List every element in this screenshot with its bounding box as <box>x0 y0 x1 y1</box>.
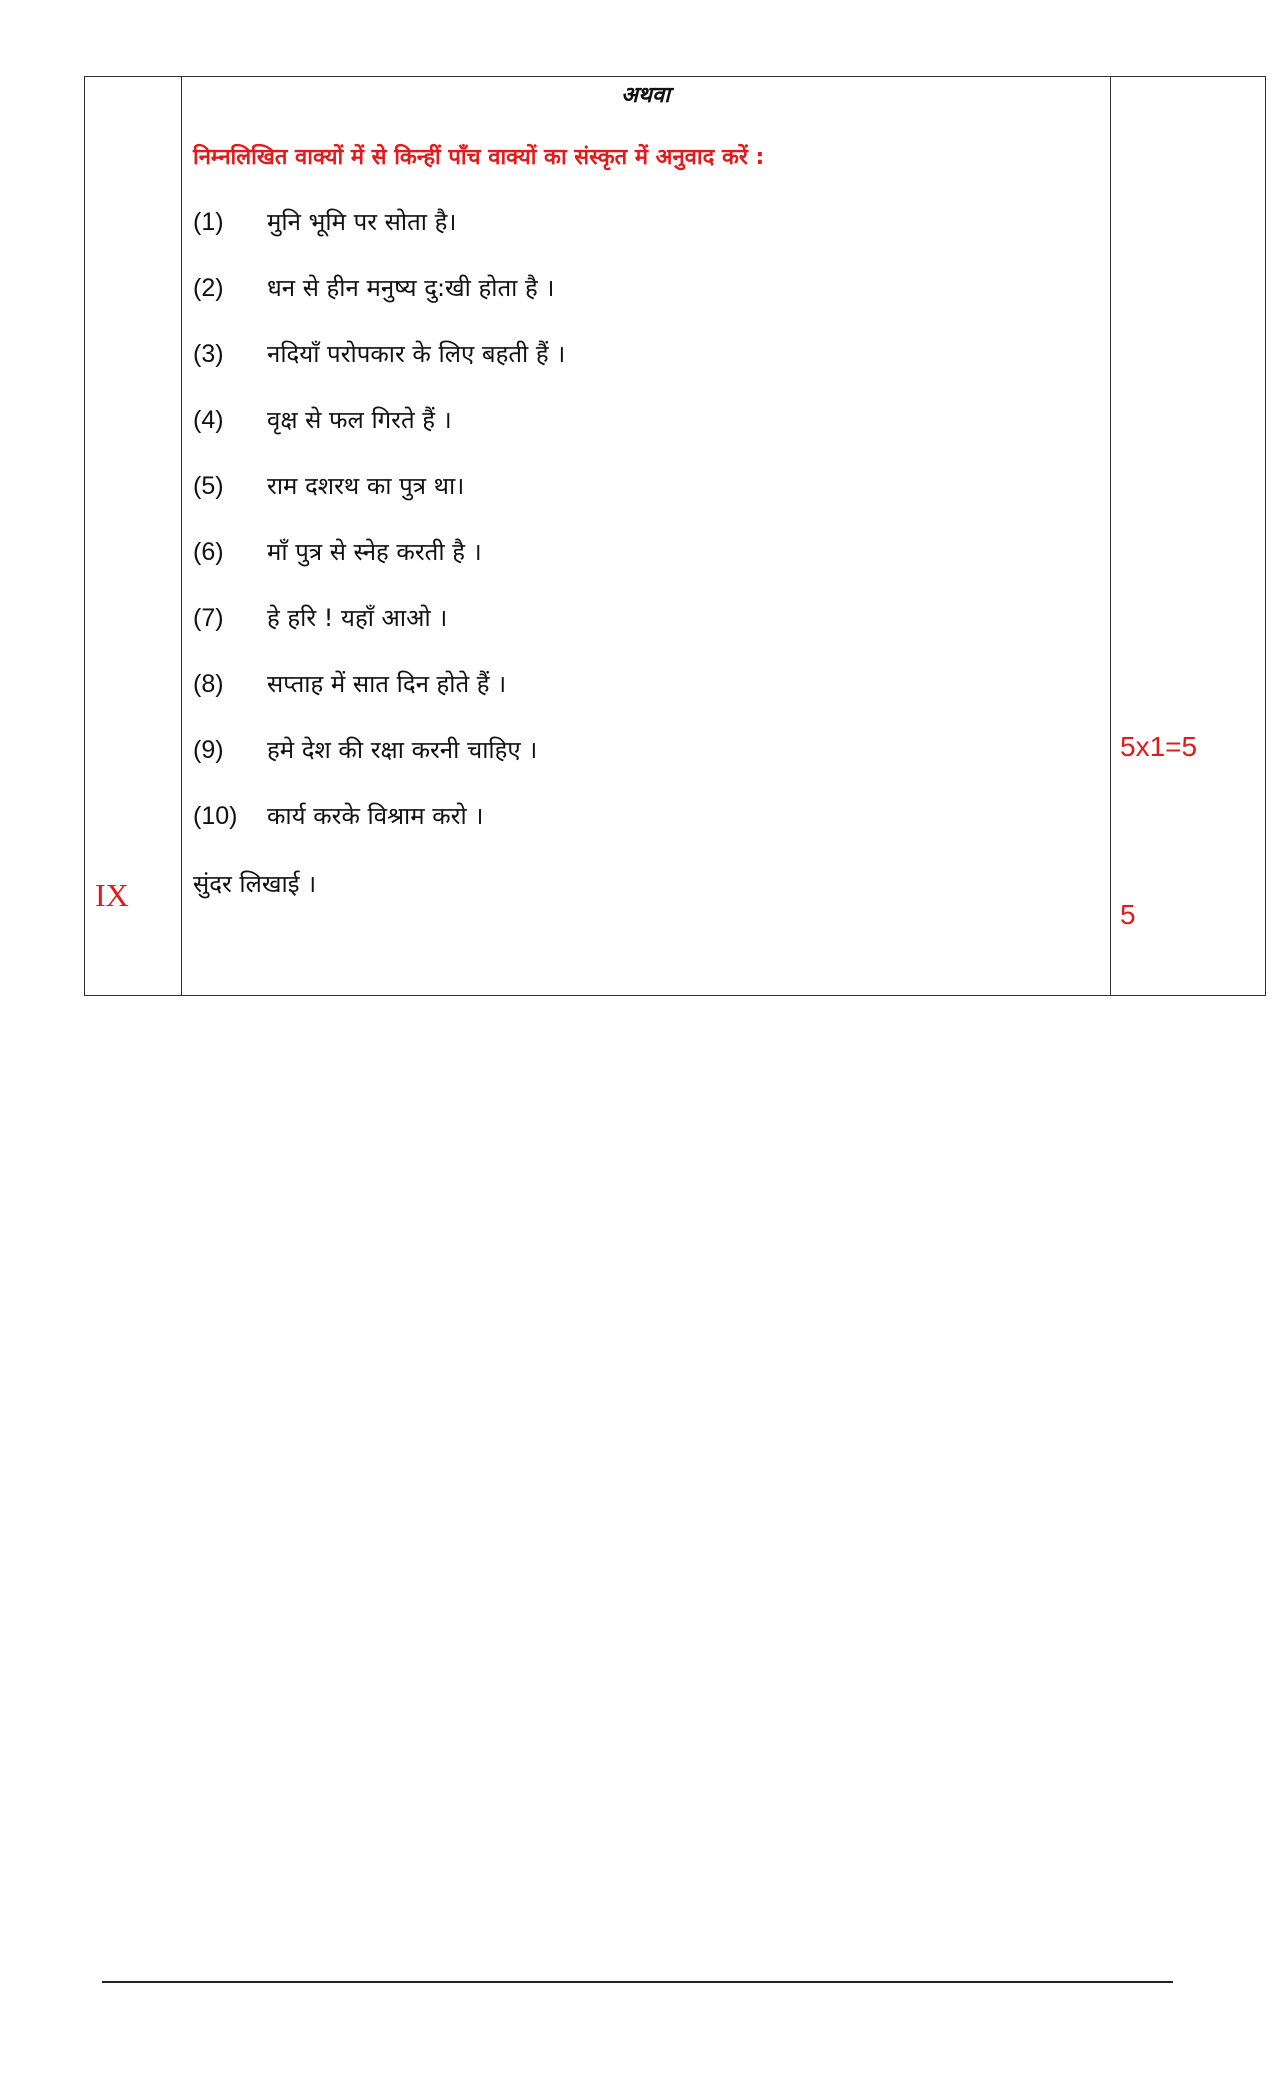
sentence-item-10 <box>193 799 483 832</box>
sentence-text: वृक्ष से फल गिरते हैं । <box>267 406 452 434</box>
sentence-text: कार्य करके विश्राम करो । <box>267 802 484 830</box>
sentence-number: (7) <box>193 604 224 632</box>
sentence-number: (10) <box>193 802 238 830</box>
sentence-number: (3) <box>193 340 224 368</box>
sentence-text: माँ पुत्र से स्नेह करती है । <box>267 538 482 566</box>
sentence-number: (2) <box>193 274 224 302</box>
sentence-text: राम दशरथ का पुत्र था। <box>267 472 465 500</box>
marks-translation: 5x1=5 <box>1120 731 1198 762</box>
sentence-item-5 <box>193 469 464 502</box>
sentence-item-4 <box>193 403 452 436</box>
column-divider-left <box>181 77 182 995</box>
sentence-number: (1) <box>193 208 224 236</box>
sentence-item-9 <box>193 733 537 766</box>
sentence-number: (8) <box>193 670 224 698</box>
sentence-item-8 <box>193 667 506 700</box>
marks-handwriting: 5 <box>1120 899 1136 930</box>
handwriting-label: सुंदर लिखाई । <box>193 870 317 898</box>
sentence-text: सप्ताह में सात दिन होते हैं । <box>267 670 507 698</box>
sentence-text: मुनि भूमि पर सोता है। <box>267 208 457 236</box>
sentence-text: हे हरि ! यहाँ आओ । <box>267 604 448 632</box>
sentence-item-1 <box>193 205 456 238</box>
or-label: अथवा <box>621 82 670 108</box>
sentence-number: (4) <box>193 406 224 434</box>
footer-divider <box>102 1981 1173 1983</box>
question-table <box>84 76 1266 996</box>
sentence-number: (9) <box>193 736 224 764</box>
column-divider-right <box>1110 77 1111 995</box>
sentence-text: हमे देश की रक्षा करनी चाहिए । <box>267 736 538 764</box>
sentence-item-3 <box>193 337 565 370</box>
sentence-number: (5) <box>193 472 224 500</box>
sentence-text: धन से हीन मनुष्य दु:खी होता है । <box>267 274 555 302</box>
sentence-text: नदियाँ परोपकार के लिए बहती हैं । <box>267 340 566 368</box>
instruction-text: निम्नलिखित वाक्यों में से किन्हीं पाँच वाक्यों का संस्कृत में अनुवाद करें : <box>193 145 765 170</box>
question-number: IX <box>95 877 129 913</box>
sentence-item-7 <box>193 601 447 634</box>
sentence-item-6 <box>193 535 482 568</box>
sentence-item-2 <box>193 271 554 304</box>
sentence-number: (6) <box>193 538 224 566</box>
